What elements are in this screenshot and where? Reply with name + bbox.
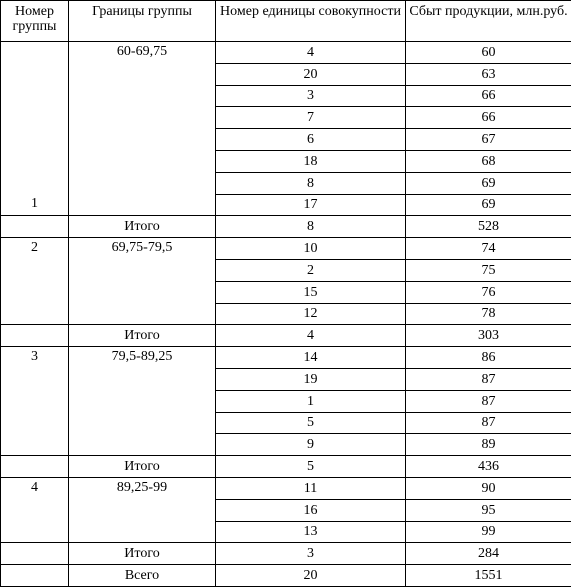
subtotal-sales: 436 [406, 456, 571, 478]
grand-total-sales: 1551 [406, 565, 571, 587]
subtotal-row [1, 456, 571, 478]
group-bounds-cell: 79,5-89,25 [69, 347, 216, 456]
unit-number-cell: 12 [216, 303, 406, 325]
header-group-number: Номер группы [1, 1, 69, 42]
sales-cell: 76 [406, 281, 571, 303]
unit-number-cell: 5 [216, 412, 406, 434]
header-group-bounds: Границы группы [69, 1, 216, 42]
header-row [1, 1, 571, 42]
sales-cell: 87 [406, 368, 571, 390]
subtotal-count: 3 [216, 543, 406, 565]
sales-cell: 66 [406, 107, 571, 129]
unit-number-cell: 8 [216, 172, 406, 194]
unit-number-cell: 10 [216, 238, 406, 260]
sales-cell: 95 [406, 499, 571, 521]
table-body [1, 42, 571, 587]
sales-cell: 69 [406, 172, 571, 194]
subtotal-row [1, 216, 571, 238]
sales-cell: 89 [406, 434, 571, 456]
unit-number-cell: 17 [216, 194, 406, 216]
group-number-cell: 4 [1, 477, 69, 542]
subtotal-label: Итого [69, 543, 216, 565]
sales-cell: 87 [406, 390, 571, 412]
table-row [1, 42, 571, 64]
group-number-cell: 1 [1, 42, 69, 216]
group-bounds-cell: 89,25-99 [69, 477, 216, 542]
group-bounds-cell: 60-69,75 [69, 42, 216, 216]
sales-cell: 68 [406, 150, 571, 172]
subtotal-sales: 528 [406, 216, 571, 238]
unit-number-cell: 3 [216, 85, 406, 107]
header-unit-number: Номер единицы совокупности [216, 1, 406, 42]
sales-cell: 75 [406, 259, 571, 281]
sales-cell: 60 [406, 42, 571, 64]
subtotal-label: Итого [69, 216, 216, 238]
subtotal-empty-cell [1, 456, 69, 478]
unit-number-cell: 13 [216, 521, 406, 543]
header-sales: Сбыт продукции, млн.руб. [406, 1, 571, 42]
subtotal-sales: 284 [406, 543, 571, 565]
sales-cell: 69 [406, 194, 571, 216]
subtotal-label: Итого [69, 325, 216, 347]
table-row [1, 238, 571, 260]
subtotal-count: 8 [216, 216, 406, 238]
sales-cell: 86 [406, 347, 571, 369]
unit-number-cell: 6 [216, 129, 406, 151]
grand-total-count: 20 [216, 565, 406, 587]
table-row [1, 477, 571, 499]
subtotal-empty-cell [1, 216, 69, 238]
unit-number-cell: 15 [216, 281, 406, 303]
subtotal-label: Итого [69, 456, 216, 478]
unit-number-cell: 11 [216, 477, 406, 499]
unit-number-cell: 2 [216, 259, 406, 281]
group-number-cell: 3 [1, 347, 69, 456]
subtotal-row [1, 543, 571, 565]
subtotal-count: 4 [216, 325, 406, 347]
subtotal-count: 5 [216, 456, 406, 478]
unit-number-cell: 18 [216, 150, 406, 172]
table-row [1, 347, 571, 369]
unit-number-cell: 7 [216, 107, 406, 129]
unit-number-cell: 4 [216, 42, 406, 64]
group-bounds-cell: 69,75-79,5 [69, 238, 216, 325]
sales-cell: 66 [406, 85, 571, 107]
sales-cell: 78 [406, 303, 571, 325]
unit-number-cell: 16 [216, 499, 406, 521]
unit-number-cell: 19 [216, 368, 406, 390]
unit-number-cell: 1 [216, 390, 406, 412]
grand-total-empty-cell [1, 565, 69, 587]
sales-cell: 63 [406, 63, 571, 85]
subtotal-sales: 303 [406, 325, 571, 347]
sales-cell: 90 [406, 477, 571, 499]
grand-total-label: Всего [69, 565, 216, 587]
sales-cell: 67 [406, 129, 571, 151]
sales-cell: 99 [406, 521, 571, 543]
grand-total-row [1, 565, 571, 587]
unit-number-cell: 20 [216, 63, 406, 85]
sales-cell: 74 [406, 238, 571, 260]
subtotal-empty-cell [1, 325, 69, 347]
group-number-cell: 2 [1, 238, 69, 325]
subtotal-empty-cell [1, 543, 69, 565]
subtotal-row [1, 325, 571, 347]
unit-number-cell: 9 [216, 434, 406, 456]
unit-number-cell: 14 [216, 347, 406, 369]
sales-cell: 87 [406, 412, 571, 434]
